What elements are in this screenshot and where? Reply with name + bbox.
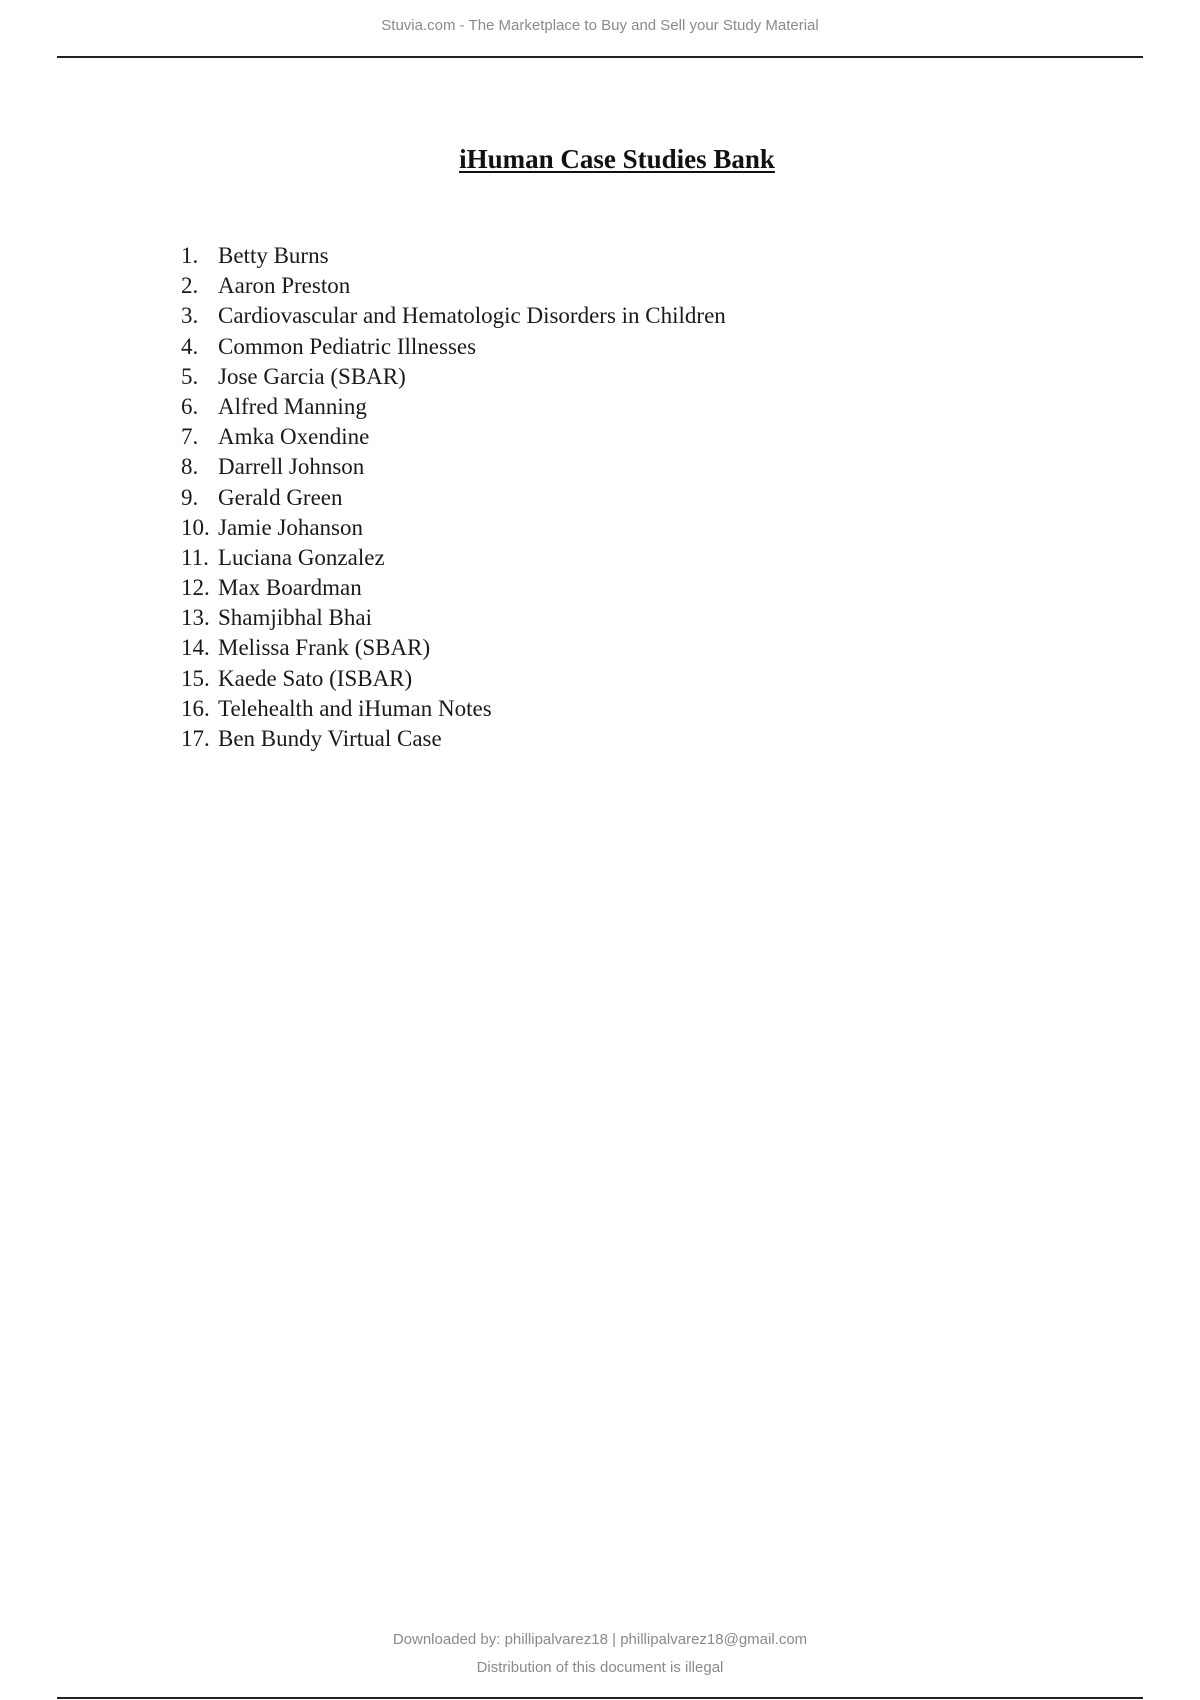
list-item <box>181 603 726 633</box>
list-item-label: Luciana Gonzalez <box>218 544 385 570</box>
list-item <box>181 724 726 754</box>
list-item <box>181 573 726 603</box>
list-item <box>181 543 726 573</box>
list-item-number: 14. <box>181 635 210 661</box>
list-item <box>181 422 726 452</box>
list-item-number: 13. <box>181 605 210 631</box>
list-item <box>181 633 726 663</box>
list-item-number: 17. <box>181 726 210 751</box>
list-item-label: Telehealth and iHuman Notes <box>218 695 492 721</box>
list-item-label: Kaede Sato (ISBAR) <box>218 665 413 691</box>
list-item-number: 9. <box>181 484 199 510</box>
list-item <box>181 664 726 694</box>
list-item <box>181 513 726 543</box>
footer-distribution-notice: Distribution of this document is illegal <box>476 1659 724 1676</box>
header-divider <box>57 56 1143 58</box>
list-item <box>181 694 726 724</box>
list-item-number: 5. <box>181 363 199 389</box>
list-item-label: Betty Burns <box>218 243 329 268</box>
list-item <box>181 241 726 271</box>
list-item-number: 6. <box>181 393 199 419</box>
list-item-label: Aaron Preston <box>218 273 351 299</box>
list-item <box>181 332 726 362</box>
list-item-number: 2. <box>181 273 199 299</box>
list-item-label: Max Boardman <box>218 575 362 601</box>
list-item-number: 12. <box>181 575 210 601</box>
list-item-label: Shamjibhal Bhai <box>218 605 372 631</box>
list-item-label: Amka Oxendine <box>218 424 370 450</box>
case-study-list <box>181 241 726 754</box>
list-item <box>181 452 726 482</box>
list-item-number: 11. <box>181 544 209 570</box>
list-item-label: Darrell Johnson <box>218 454 365 480</box>
list-item-number: 15. <box>181 665 210 691</box>
list-item-number: 7. <box>181 424 199 450</box>
footer-divider <box>57 1697 1143 1699</box>
list-item-label: Melissa Frank (SBAR) <box>218 635 431 661</box>
list-item-number: 10. <box>181 514 210 540</box>
list-item-label: Gerald Green <box>218 484 343 510</box>
list-item-number: 8. <box>181 454 199 480</box>
list-item <box>181 483 726 513</box>
footer-downloaded-by: Downloaded by: phillipalvarez18 | phillipalvarez18@gmail.com <box>392 1631 808 1648</box>
list-item-label: Ben Bundy Virtual Case <box>218 726 442 751</box>
list-item-number: 1. <box>181 243 199 268</box>
list-item-number: 16. <box>181 695 210 721</box>
list-item-label: Common Pediatric Illnesses <box>218 333 477 359</box>
list-item-number: 3. <box>181 303 199 329</box>
list-item <box>181 392 726 422</box>
list-item <box>181 301 726 331</box>
list-item-label: Jamie Johanson <box>218 514 364 540</box>
list-item-number: 4. <box>181 333 199 359</box>
list-item-label: Alfred Manning <box>218 393 367 419</box>
page-header-text: Stuvia.com - The Marketplace to Buy and Sell your Study Material <box>381 17 819 34</box>
list-item <box>181 271 726 301</box>
list-item-label: Jose Garcia (SBAR) <box>218 363 406 389</box>
list-item <box>181 362 726 392</box>
list-item-label: Cardiovascular and Hematologic Disorders in Children <box>218 303 726 329</box>
document-title: iHuman Case Studies Bank <box>459 144 775 174</box>
